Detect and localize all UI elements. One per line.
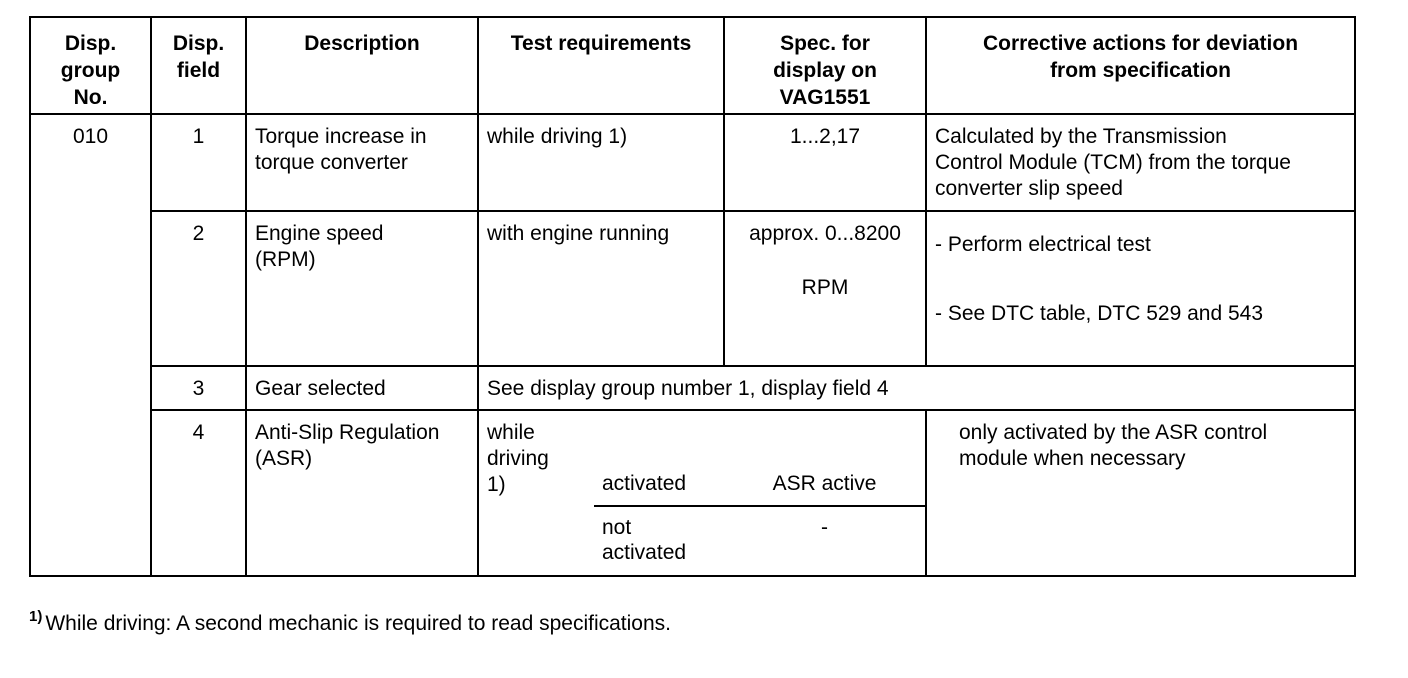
header-description	[246, 17, 478, 114]
footnote-text: While driving: A second mechanic is required to read specifications.	[45, 612, 671, 635]
description-cell	[246, 211, 478, 365]
description-line: Anti-Slip Regulation	[255, 420, 440, 444]
header-field-line1: Disp.	[172, 32, 225, 55]
field-cell	[151, 114, 246, 211]
header-spec-line2: display on	[773, 59, 877, 82]
corrective-line: Calculated by the Transmission	[935, 125, 1227, 149]
field-number: 1	[192, 125, 205, 149]
corrective-line: only activated by the ASR control	[959, 420, 1268, 444]
header-spec-line3: VAG1551	[779, 86, 871, 109]
table-row	[30, 114, 1355, 211]
test-requirement-cell	[478, 366, 1355, 410]
condition-cell	[594, 410, 724, 506]
description-line: (ASR)	[255, 446, 313, 470]
condition-text: not	[602, 515, 632, 539]
description-line: torque converter	[255, 151, 408, 175]
test-requirement-cell	[478, 114, 724, 211]
test-requirement-cell	[478, 211, 724, 365]
condition-cell	[594, 506, 724, 576]
header-corrective	[926, 17, 1355, 114]
description-cell	[246, 366, 478, 410]
test-requirement-line: while	[487, 420, 535, 444]
header-spec	[724, 17, 926, 114]
diagnostic-display-table	[29, 16, 1356, 577]
description-cell	[246, 114, 478, 211]
test-requirement-cell	[478, 410, 594, 576]
corrective-line: - Perform electrical test	[935, 233, 1151, 257]
table-row	[30, 211, 1355, 365]
corrective-line: Control Module (TCM) from the torque	[935, 151, 1291, 175]
spec-cell	[724, 211, 926, 365]
header-group-no	[30, 17, 151, 114]
corrective-cell	[926, 410, 1355, 576]
header-group-no-line1: Disp.	[64, 32, 117, 55]
header-test-requirements-text: Test requirements	[510, 32, 692, 55]
field-cell	[151, 211, 246, 365]
field-number: 2	[192, 222, 205, 246]
description-line: (RPM)	[255, 248, 316, 272]
corrective-line: module when necessary	[959, 446, 1186, 470]
test-requirement-text: with engine running	[487, 222, 670, 246]
header-corrective-line1: Corrective actions for deviation	[982, 32, 1299, 55]
table-row	[30, 366, 1355, 410]
description-line: Engine speed	[255, 222, 384, 246]
footnote	[29, 604, 671, 637]
group-number-cell	[30, 114, 151, 576]
test-requirement-text: while driving 1)	[487, 125, 628, 149]
corrective-line: - See DTC table, DTC 529 and 543	[935, 302, 1264, 326]
field-number: 3	[192, 376, 205, 400]
header-field-line2: field	[176, 59, 221, 82]
header-group-no-line2: group	[60, 59, 121, 82]
spec-unit: RPM	[801, 276, 849, 300]
spec-cell	[724, 114, 926, 211]
header-field	[151, 17, 246, 114]
spec-value: approx. 0...8200	[749, 222, 901, 246]
table-row	[30, 410, 1355, 506]
description-cell	[246, 410, 478, 576]
field-number: 4	[192, 420, 205, 444]
spec-cell	[724, 506, 926, 576]
spec-cell	[724, 410, 926, 506]
field-cell	[151, 410, 246, 576]
test-requirement-line: 1)	[487, 472, 506, 496]
corrective-line: converter slip speed	[935, 177, 1123, 201]
test-requirement-text: See display group number 1, display field 4	[487, 376, 889, 400]
spec-value: -	[821, 515, 828, 539]
footnote-marker: 1)	[29, 608, 43, 625]
header-description-text: Description	[304, 32, 420, 55]
header-group-no-line3: No.	[73, 86, 108, 109]
group-number-value: 010	[72, 125, 109, 149]
corrective-cell	[926, 211, 1355, 365]
condition-text: activated	[602, 540, 687, 564]
description-line: Gear selected	[255, 376, 386, 400]
corrective-cell	[926, 114, 1355, 211]
header-row	[30, 17, 1355, 114]
spec-value: 1...2,17	[789, 125, 861, 149]
test-requirement-line: driving	[487, 446, 549, 470]
description-line: Torque increase in	[255, 125, 427, 149]
spec-value: ASR active	[772, 471, 877, 495]
header-spec-line1: Spec. for	[780, 32, 870, 55]
header-test-requirements	[478, 17, 724, 114]
field-cell	[151, 366, 246, 410]
header-corrective-line2: from specification	[1050, 59, 1231, 82]
condition-text: activated	[602, 471, 687, 495]
